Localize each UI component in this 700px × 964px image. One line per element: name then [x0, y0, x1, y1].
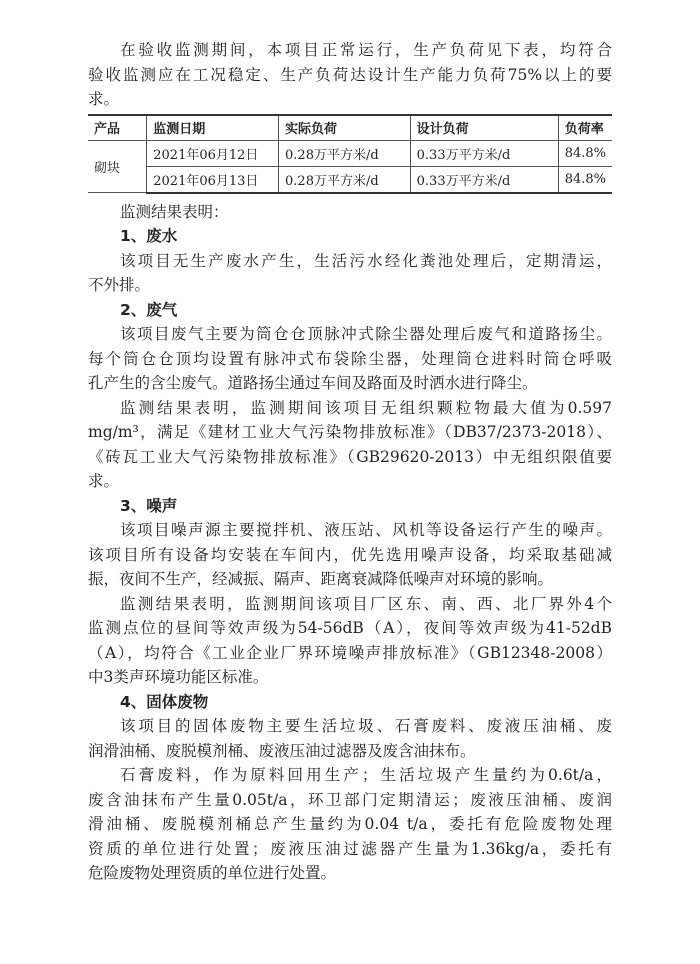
production-load-table	[88, 114, 612, 194]
text-line: 该项目噪声源主要搅拌机、液压站、风机等设备运行产生的噪声。	[120, 521, 612, 539]
paragraph	[88, 518, 612, 592]
text-line: 润滑油桶、废脱模剂桶、废液压油过滤器及废含油抹布。	[88, 741, 476, 760]
paragraph	[88, 714, 612, 763]
text-line: 资质的单位进行处置；废液压油过滤器产生量为1.36kg/a，委托有	[88, 839, 612, 858]
text-line: mg/m³，满足《建材工业大气污染物排放标准》（DB37/2373-2018）、	[88, 423, 612, 441]
load-rate-cell: 84.8%	[558, 140, 612, 166]
date-cell: 2021年06月13日	[147, 166, 279, 193]
section-heading: 2、废气	[120, 300, 178, 319]
product-cell: 砌块	[88, 140, 147, 193]
text-line: 危险废物处理资质的单位进行处置。	[88, 864, 337, 882]
text-line: 不外排。	[88, 276, 151, 294]
header-date: 监测日期	[147, 115, 279, 141]
paragraph	[88, 322, 612, 396]
intro-paragraph	[88, 38, 612, 112]
text-line: 监测点位的昼间等效声级为54-56dB（A），夜间等效声级为41-52dB	[88, 619, 612, 637]
text-line: （A），均符合《工业企业厂界环境噪声排放标准》（GB12348-2008）	[88, 643, 612, 662]
results-intro: 监测结果表明：	[120, 202, 229, 221]
text-line: 石膏废料，作为原料回用生产；生活垃圾产生量约为0.6t/a，	[120, 766, 612, 784]
section	[88, 690, 612, 886]
paragraph	[88, 396, 612, 494]
text-line: 振，夜间不生产，经减振、隔声、距离衰减降低噪声对环境的影响。	[88, 570, 554, 588]
text-line: 求。	[88, 472, 120, 490]
text-line: 监测结果表明，监测期间该项目厂区东、南、西、北厂界外4个	[120, 594, 612, 613]
text-line: 验收监测应在工况稳定、生产负荷达设计生产能力负荷75%以上的要	[88, 65, 612, 84]
text-line: 该项目废气主要为筒仓仓顶脉冲式除尘器处理后废气和道路扬尘。	[120, 325, 612, 343]
section-heading: 3、噪声	[120, 496, 178, 515]
header-product: 产品	[88, 115, 147, 141]
design-load-cell: 0.33万平方米/d	[410, 166, 558, 193]
text-line: 孔产生的含尘废气。道路扬尘通过车间及路面及时洒水进行降尘。	[88, 374, 538, 392]
section	[88, 298, 612, 494]
load-rate-cell: 84.8%	[558, 166, 612, 193]
table-row	[88, 140, 612, 166]
actual-load-cell: 0.28万平方米/d	[279, 166, 411, 193]
section-heading: 4、固体废物	[120, 692, 209, 711]
text-line: 该项目的固体废物主要生活垃圾、石膏废料、废液压油桶、废	[120, 717, 612, 735]
sections	[88, 224, 612, 886]
text-line: 废含油抹布产生量0.05t/a，环卫部门定期清运；废液压油桶、废润	[88, 790, 612, 809]
section	[88, 494, 612, 690]
table-header-row	[88, 115, 612, 141]
header-design-load: 设计负荷	[410, 115, 558, 141]
date-cell: 2021年06月12日	[147, 140, 279, 166]
text-line: 求。	[88, 90, 120, 108]
text-line: 该项目所有设备均安装在车间内，优先选用噪声设备，均采取基础减	[88, 545, 612, 564]
text-line: 滑油桶、废脱模剂桶总产生量约为0.04 t/a，委托有危险废物处理	[88, 815, 612, 833]
table-row	[88, 166, 612, 193]
actual-load-cell: 0.28万平方米/d	[279, 140, 411, 166]
header-actual-load: 实际负荷	[279, 115, 411, 141]
text-line: 在验收监测期间，本项目正常运行，生产负荷见下表，均符合	[120, 41, 612, 59]
design-load-cell: 0.33万平方米/d	[410, 140, 558, 166]
header-load-rate: 负荷率	[558, 115, 612, 141]
document-page	[88, 38, 612, 886]
text-line: 该项目无生产废水产生，生活污水经化粪池处理后，定期清运，	[120, 251, 612, 270]
text-line: 监测结果表明，监测期间该项目无组织颗粒物最大值为0.597	[120, 398, 612, 417]
paragraph	[88, 763, 612, 886]
text-line: 中3类声环境功能区标准。	[88, 668, 269, 686]
section	[88, 224, 612, 298]
paragraph	[88, 249, 612, 298]
paragraph	[88, 592, 612, 690]
text-line: 每个筒仓仓顶均设置有脉冲式布袋除尘器，处理筒仓进料时筒仓呼吸	[88, 349, 612, 368]
text-line: 《砖瓦工业大气污染物排放标准》（GB29620-2013）中无组织限值要	[88, 447, 612, 466]
section-heading: 1、废水	[120, 227, 178, 245]
